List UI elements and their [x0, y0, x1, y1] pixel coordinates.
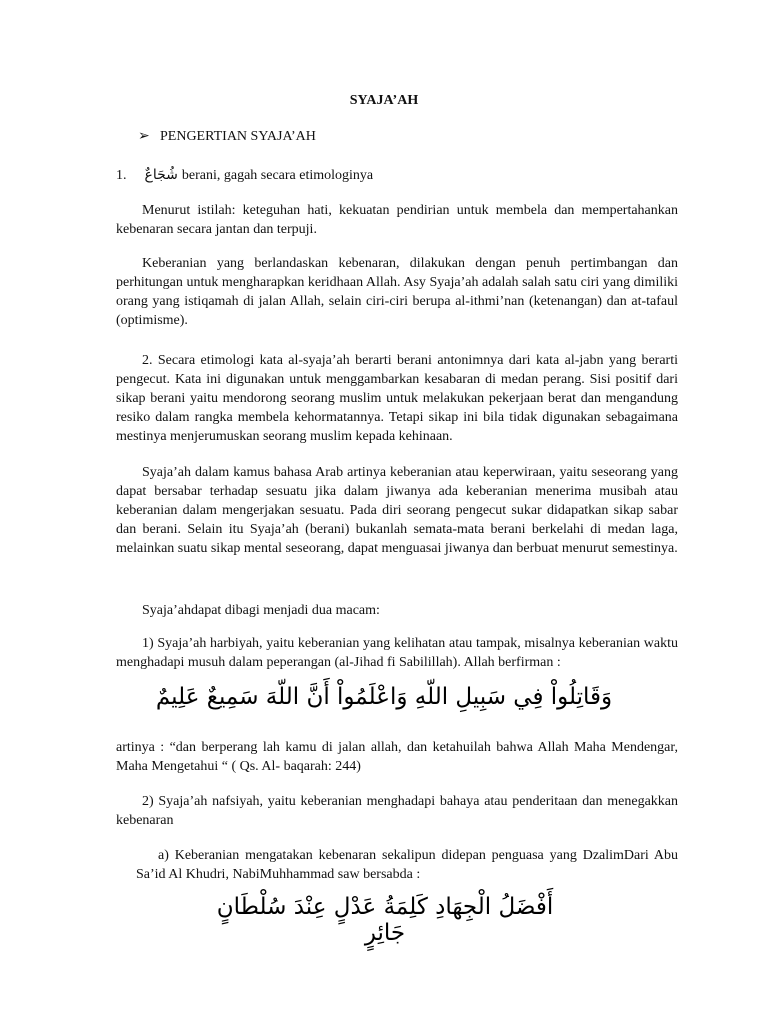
- paragraph-definition: Menurut istilah: keteguhan hati, kekuatan pendirian untuk membela dan mempertahankan kebenaran secara jantan dan terpuji.: [116, 203, 678, 237]
- arabic-verse: وَقَاتِلُواْ فِي سَبِيلِ اللّهِ وَاعْلَمُواْ أَنَّ اللّهَ سَمِيعٌ عَلِيمٌ: [155, 684, 613, 710]
- paragraph-nafsiyah: 2) Syaja’ah nafsiyah, yaitu keberanian menghadapi bahaya atau penderitaan dan menegakkan kebenaran: [116, 794, 678, 828]
- paragraph-macam: Syaja’ahdapat dibagi menjadi dua macam:: [142, 603, 380, 618]
- page-title: SYAJA’AH: [349, 93, 419, 108]
- item-text: berani, gagah secara etimologinya: [181, 168, 374, 183]
- arabic-word: شُجَاعٌ: [144, 167, 178, 183]
- section-heading: [138, 128, 316, 145]
- arrow-bullet-icon: ➢: [138, 129, 150, 144]
- paragraph-keberanian: Keberanian yang berlandaskan kebenaran, dilakukan dengan penuh pertimbangan dan perhitungan untuk mengharapkan keridhaan Allah. Asy Syaja’ah adalah salah satu ciri yang dimiliki orang yang istiqamah di jalan Allah, selain ciri-ciri berupa al-ithmi’nan (ketenangan) dan at-tafaul (optimisme).: [116, 256, 678, 328]
- paragraph-keberanian-mengatakan: a) Keberanian mengatakan kebenaran sekalipun didepan penguasa yang DzalimDari Abu Sa’id Al Khudri, NabiMuhhammad saw bersabda :: [136, 848, 678, 882]
- paragraph-artinya: artinya : “dan berperang lah kamu di jalan allah, dan ketahuilah bahwa Allah Maha Mendengar, Maha Mengetahui “ ( Qs. Al- baqarah: 244): [116, 740, 678, 774]
- paragraph-harbiyah: 1) Syaja’ah harbiyah, yaitu keberanian yang kelihatan atau tampak, misalnya keberanian waktu menghadapi musuh dalam peperangan (al-Jihad fi Sabilillah). Allah berfirman :: [116, 636, 678, 670]
- paragraph-etimologi: 2. Secara etimologi kata al-syaja’ah berarti berani antonimnya dari kata al-jabn yang berarti pengecut. Kata ini digunakan untuk menggambarkan kesabaran di medan perang. Sisi positif dari sikap berani yaitu mendorong seorang muslim untuk melakukan pekerjaan berat dan mengandung resiko dalam rangka membela kehormatannya. Tetapi sikap ini bila tidak digunakan sebagaimana mestinya menjerumuskan seorang muslim kepada kehinaan.: [116, 353, 678, 444]
- item-number: 1.: [116, 168, 127, 183]
- paragraph-kamus: Syaja’ah dalam kamus bahasa Arab artinya keberanian atau keperwiraan, yaitu seseorang yang dapat bersabar terhadap sesuatu jika dalam jiwanya ada keberanian menerima musibah atau keberanian dalam mengerjakan sesuatu. Pada diri seorang pengecut sukar didapatkan sikap sabar dan berani. Selain itu Syaja’ah (berani) bukanlah semata-mata berani berkelahi di medan laga, melainkan suatu sikap mental seseorang, dapat menguasai jiwanya dan berbuat menurut semestinya.: [116, 465, 678, 556]
- arabic-hadith: أَفْضَلُ الْجِهَادِ كَلِمَةُ عَدْلٍ عِنْدَ سُلْطَانٍ جَائِرٍ: [216, 894, 554, 946]
- section-heading-text: PENGERTIAN SYAJA’AH: [160, 129, 316, 144]
- definition-item-1: [116, 167, 373, 184]
